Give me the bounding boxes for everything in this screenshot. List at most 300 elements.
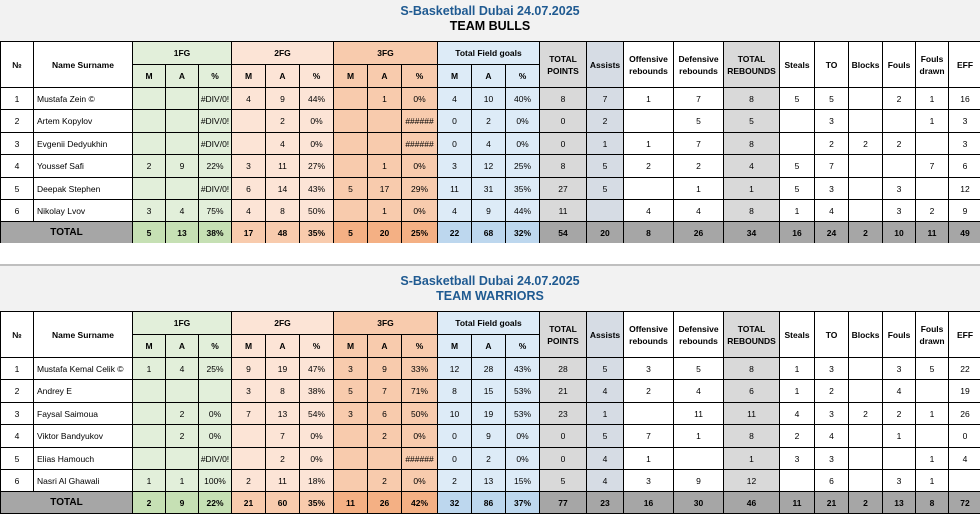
stat-cell: #DIV/0! — [199, 133, 232, 155]
total-cell: 72 — [949, 492, 980, 514]
stat-cell: 1 — [780, 380, 815, 403]
player-name: Nikolay Lvov — [34, 200, 133, 222]
subcol-m-header: M — [334, 335, 368, 358]
total-cell: 26 — [674, 222, 724, 244]
stat-cell: 0% — [506, 133, 540, 155]
col-to-header: TO — [815, 312, 849, 358]
team-name: TEAM WARRIORS — [0, 289, 980, 304]
stat-cell: 2 — [624, 155, 674, 178]
stat-cell — [232, 133, 266, 155]
stat-cell: 2 — [815, 380, 849, 403]
stat-cell: 5 — [587, 178, 624, 200]
player-number: 5 — [1, 448, 34, 470]
total-cell: 21 — [232, 492, 266, 514]
stat-cell — [133, 448, 166, 470]
stat-cell: 53% — [506, 380, 540, 403]
stat-cell: 7 — [815, 155, 849, 178]
player-row — [1, 88, 980, 110]
subcol-a-header: A — [166, 335, 199, 358]
player-row — [1, 358, 980, 380]
stat-cell — [849, 88, 883, 110]
stat-cell: 0% — [506, 110, 540, 133]
player-number: 6 — [1, 470, 34, 492]
stat-cell: 0% — [402, 470, 438, 492]
stat-cell: 12 — [438, 358, 472, 380]
stat-cell: 22 — [949, 358, 980, 380]
stat-cell: 14 — [266, 178, 300, 200]
col-fouls-drawn-header: Fouls drawn — [916, 42, 949, 88]
player-name: Andrey E — [34, 380, 133, 403]
stat-cell: 4 — [266, 133, 300, 155]
stat-cell — [334, 155, 368, 178]
stat-cell: 2 — [266, 110, 300, 133]
total-cell: 5 — [334, 222, 368, 244]
stat-cell: 1 — [624, 133, 674, 155]
stat-cell: 3 — [334, 358, 368, 380]
subcol-a-header: A — [266, 335, 300, 358]
stat-cell: 4 — [624, 200, 674, 222]
stat-cell: 9 — [166, 155, 199, 178]
stat-cell: 3 — [815, 403, 849, 425]
total-cell: 13 — [166, 222, 199, 244]
stat-cell: 1 — [916, 470, 949, 492]
stat-cell — [849, 425, 883, 448]
stat-cell: 5 — [815, 88, 849, 110]
player-number: 4 — [1, 425, 34, 448]
col-tfg-header: Total Field goals — [438, 42, 540, 65]
stat-cell: 43% — [300, 178, 334, 200]
stat-cell — [849, 178, 883, 200]
stat-cell: 3 — [232, 155, 266, 178]
stat-cell: 8 — [724, 358, 780, 380]
total-cell: 22% — [199, 492, 232, 514]
stat-cell: 54% — [300, 403, 334, 425]
player-name: Elias Hamouch — [34, 448, 133, 470]
stat-cell: 3 — [334, 403, 368, 425]
player-number: 5 — [1, 178, 34, 200]
stat-cell: 0% — [300, 448, 334, 470]
stat-cell: 4 — [674, 200, 724, 222]
subcol-pct-header: % — [506, 335, 540, 358]
stat-cell: 0 — [540, 448, 587, 470]
stat-cell — [368, 448, 402, 470]
col-off-reb-header: Offensive rebounds — [624, 42, 674, 88]
stat-cell: 1 — [724, 178, 780, 200]
col-num-header: № — [1, 42, 34, 88]
player-name: Faysal Saimoua — [34, 403, 133, 425]
player-name: Evgenii Dedyukhin — [34, 133, 133, 155]
stat-cell: 1 — [166, 470, 199, 492]
stat-cell: 2 — [883, 133, 916, 155]
stat-cell: 9 — [232, 358, 266, 380]
stat-cell: 2 — [472, 110, 506, 133]
stat-cell: 44% — [506, 200, 540, 222]
stat-cell: 3 — [883, 178, 916, 200]
player-row — [1, 110, 980, 133]
player-name: Artem Kopylov — [34, 110, 133, 133]
stat-cell — [624, 403, 674, 425]
subcol-a-header: A — [472, 335, 506, 358]
stat-cell — [849, 200, 883, 222]
stat-cell: 7 — [674, 88, 724, 110]
stat-cell: 7 — [368, 380, 402, 403]
stat-cell — [916, 178, 949, 200]
stat-cell: 0 — [540, 133, 587, 155]
stat-cell: 0% — [300, 425, 334, 448]
stat-cell: 0% — [506, 425, 540, 448]
stat-cell: 3 — [815, 110, 849, 133]
col-eff-header: EFF — [949, 312, 980, 358]
stat-cell: 4 — [232, 200, 266, 222]
stat-cell — [232, 110, 266, 133]
total-cell: 20 — [368, 222, 402, 244]
stat-cell: 3 — [883, 358, 916, 380]
stat-cell: 33% — [402, 358, 438, 380]
stat-cell: 8 — [438, 380, 472, 403]
stat-cell: 2 — [883, 403, 916, 425]
total-cell: 24 — [815, 222, 849, 244]
total-cell: 2 — [849, 492, 883, 514]
stat-cell: 9 — [949, 200, 980, 222]
subcol-pct-header: % — [300, 65, 334, 88]
stat-cell: 6 — [724, 380, 780, 403]
stat-cell: 0 — [438, 110, 472, 133]
stat-cell: 2 — [266, 448, 300, 470]
total-cell: 25% — [402, 222, 438, 244]
total-cell: 23 — [587, 492, 624, 514]
stat-cell — [780, 110, 815, 133]
col-num-header: № — [1, 312, 34, 358]
spacer — [0, 243, 980, 265]
stat-cell: ###### — [402, 133, 438, 155]
stat-cell: 2 — [166, 425, 199, 448]
stat-cell: 1 — [780, 200, 815, 222]
stat-cell: 4 — [724, 155, 780, 178]
stat-cell: 5 — [780, 178, 815, 200]
stat-cell: 2 — [438, 470, 472, 492]
subcol-a-header: A — [368, 65, 402, 88]
player-row — [1, 425, 980, 448]
stat-cell: 75% — [199, 200, 232, 222]
stat-cell: 2 — [232, 470, 266, 492]
stat-cell: 1 — [368, 88, 402, 110]
stat-cell: 5 — [916, 358, 949, 380]
stat-cell — [133, 425, 166, 448]
team-header — [0, 0, 980, 41]
col-fg3-header: 3FG — [334, 312, 438, 335]
stat-cell: 1 — [916, 88, 949, 110]
total-cell: 2 — [849, 222, 883, 244]
stat-cell: 11 — [266, 470, 300, 492]
header-row — [1, 312, 980, 335]
stat-cell: 5 — [334, 380, 368, 403]
col-blocks-header: Blocks — [849, 42, 883, 88]
stat-cell: 6 — [949, 155, 980, 178]
subcol-a-header: A — [166, 65, 199, 88]
stat-cell: #DIV/0! — [199, 448, 232, 470]
stat-cell: 1 — [624, 448, 674, 470]
game-title: S-Basketball Dubai 24.07.2025 — [0, 266, 980, 289]
col-def-reb-header: Defensive rebounds — [674, 312, 724, 358]
total-cell: 38% — [199, 222, 232, 244]
player-name: Deepak Stephen — [34, 178, 133, 200]
col-fg3-header: 3FG — [334, 42, 438, 65]
stat-cell: 3 — [815, 358, 849, 380]
stat-cell — [232, 425, 266, 448]
col-assists-header: Assists — [587, 42, 624, 88]
stat-cell: 4 — [438, 88, 472, 110]
stat-cell: 2 — [674, 155, 724, 178]
stat-cell — [674, 448, 724, 470]
player-row — [1, 403, 980, 425]
stat-cell — [780, 470, 815, 492]
stat-cell: 1 — [587, 403, 624, 425]
total-cell: 37% — [506, 492, 540, 514]
stat-cell: 5 — [780, 88, 815, 110]
stat-cell: 26 — [949, 403, 980, 425]
total-cell: 34 — [724, 222, 780, 244]
stat-cell: 3 — [438, 155, 472, 178]
col-total-reb-header: TOTAL REBOUNDS — [724, 312, 780, 358]
total-cell: 2 — [133, 492, 166, 514]
subcol-pct-header: % — [402, 335, 438, 358]
stat-cell — [368, 110, 402, 133]
stat-cell: 19 — [949, 380, 980, 403]
stat-cell: 1 — [368, 200, 402, 222]
stat-cell: 12 — [724, 470, 780, 492]
total-cell: 9 — [166, 492, 199, 514]
stat-cell — [849, 380, 883, 403]
stat-cell — [849, 448, 883, 470]
subcol-a-header: A — [472, 65, 506, 88]
col-steals-header: Steals — [780, 312, 815, 358]
stat-cell: 0 — [438, 425, 472, 448]
stat-cell: 5 — [674, 358, 724, 380]
stat-cell: 0% — [300, 110, 334, 133]
stat-cell: 27% — [300, 155, 334, 178]
stat-cell: 8 — [540, 155, 587, 178]
player-row — [1, 380, 980, 403]
col-fg2-header: 2FG — [232, 42, 334, 65]
player-number: 1 — [1, 358, 34, 380]
stat-cell: 7 — [266, 425, 300, 448]
total-cell: 32 — [438, 492, 472, 514]
stat-cell: 15% — [506, 470, 540, 492]
stat-cell: 3 — [780, 448, 815, 470]
team-warriors-stats-table — [0, 311, 980, 514]
total-row — [1, 492, 980, 514]
stat-cell: 0 — [540, 425, 587, 448]
stat-cell: 4 — [166, 200, 199, 222]
stat-cell: 28 — [472, 358, 506, 380]
team-header — [0, 266, 980, 311]
stat-cell: 7 — [624, 425, 674, 448]
total-cell: 32% — [506, 222, 540, 244]
stat-cell: 9 — [472, 200, 506, 222]
col-total-points-header: TOTAL POINTS — [540, 42, 587, 88]
stat-cell: 12 — [949, 178, 980, 200]
col-steals-header: Steals — [780, 42, 815, 88]
stat-cell: 3 — [883, 200, 916, 222]
stat-cell: 25% — [199, 358, 232, 380]
player-number: 3 — [1, 133, 34, 155]
total-cell: 20 — [587, 222, 624, 244]
stat-cell: 27 — [540, 178, 587, 200]
stat-cell: 17 — [368, 178, 402, 200]
header-row — [1, 42, 980, 65]
stat-cell: 3 — [815, 448, 849, 470]
stat-cell — [849, 155, 883, 178]
stat-cell — [849, 110, 883, 133]
total-cell: 10 — [883, 222, 916, 244]
subcol-pct-header: % — [300, 335, 334, 358]
col-fouls-header: Fouls — [883, 42, 916, 88]
stat-cell: 3 — [133, 200, 166, 222]
col-fouls-drawn-header: Fouls drawn — [916, 312, 949, 358]
col-assists-header: Assists — [587, 312, 624, 358]
stat-cell: 50% — [402, 403, 438, 425]
total-cell: 48 — [266, 222, 300, 244]
stat-cell: #DIV/0! — [199, 178, 232, 200]
total-cell: 11 — [916, 222, 949, 244]
stat-cell: 2 — [916, 200, 949, 222]
stat-cell — [883, 110, 916, 133]
subcol-a-header: A — [368, 335, 402, 358]
stat-cell — [849, 358, 883, 380]
subcol-pct-header: % — [402, 65, 438, 88]
total-cell: 21 — [815, 492, 849, 514]
stat-cell: 2 — [624, 380, 674, 403]
stat-cell: 6 — [368, 403, 402, 425]
stat-cell: 3 — [949, 110, 980, 133]
stat-cell: 23 — [540, 403, 587, 425]
player-number: 3 — [1, 403, 34, 425]
subcol-a-header: A — [266, 65, 300, 88]
stat-cell: 29% — [402, 178, 438, 200]
total-cell: 77 — [540, 492, 587, 514]
stat-cell: 4 — [815, 200, 849, 222]
stat-cell — [849, 470, 883, 492]
stat-cell: 0% — [300, 133, 334, 155]
col-total-reb-header: TOTAL REBOUNDS — [724, 42, 780, 88]
total-label: TOTAL — [1, 222, 133, 244]
stat-cell: 1 — [674, 178, 724, 200]
stat-cell: 0% — [506, 448, 540, 470]
col-fouls-header: Fouls — [883, 312, 916, 358]
stat-cell — [133, 88, 166, 110]
stat-cell: #DIV/0! — [199, 110, 232, 133]
stat-cell: 19 — [472, 403, 506, 425]
stat-cell: 18% — [300, 470, 334, 492]
stat-cell: 3 — [232, 380, 266, 403]
total-cell: 26 — [368, 492, 402, 514]
stat-cell: 11 — [266, 155, 300, 178]
player-row — [1, 178, 980, 200]
stat-cell: 15 — [472, 380, 506, 403]
stat-cell — [166, 88, 199, 110]
stat-cell: 1 — [724, 448, 780, 470]
stat-cell: 8 — [724, 200, 780, 222]
player-row — [1, 200, 980, 222]
player-row — [1, 448, 980, 470]
stat-cell: 1 — [916, 110, 949, 133]
total-cell: 68 — [472, 222, 506, 244]
stat-cell: 16 — [949, 88, 980, 110]
stat-cell: 0% — [199, 403, 232, 425]
stat-cell: 0% — [402, 155, 438, 178]
stat-cell: 7 — [232, 403, 266, 425]
stat-cell: 0% — [199, 425, 232, 448]
col-off-reb-header: Offensive rebounds — [624, 312, 674, 358]
stat-cell: 0% — [402, 425, 438, 448]
stat-cell — [624, 178, 674, 200]
stat-cell: 7 — [674, 133, 724, 155]
total-cell: 11 — [780, 492, 815, 514]
stat-cell: 47% — [300, 358, 334, 380]
stat-cell: 1 — [133, 358, 166, 380]
stat-cell — [133, 110, 166, 133]
stat-cell: 3 — [949, 133, 980, 155]
stat-cell: 9 — [472, 425, 506, 448]
stat-cell: 0 — [540, 110, 587, 133]
stat-cell: 38% — [300, 380, 334, 403]
subcol-m-header: M — [334, 65, 368, 88]
stat-cell: 9 — [266, 88, 300, 110]
team-name: TEAM BULLS — [0, 19, 980, 34]
stat-cell: 2 — [166, 403, 199, 425]
total-cell: 86 — [472, 492, 506, 514]
stat-cell: 8 — [266, 380, 300, 403]
stat-cell: 4 — [815, 425, 849, 448]
player-row — [1, 470, 980, 492]
stat-cell: 8 — [266, 200, 300, 222]
stat-cell — [166, 380, 199, 403]
stat-cell: 0% — [402, 200, 438, 222]
col-fg2-header: 2FG — [232, 312, 334, 335]
stat-cell — [334, 133, 368, 155]
subcol-pct-header: % — [199, 335, 232, 358]
stat-cell — [624, 110, 674, 133]
game-title: S-Basketball Dubai 24.07.2025 — [0, 0, 980, 19]
stat-cell: 28 — [540, 358, 587, 380]
stat-cell: 4 — [587, 470, 624, 492]
col-to-header: TO — [815, 42, 849, 88]
stat-cell — [780, 133, 815, 155]
stat-cell: 4 — [587, 448, 624, 470]
total-cell: 54 — [540, 222, 587, 244]
stat-cell: 40% — [506, 88, 540, 110]
stat-cell — [883, 448, 916, 470]
stat-cell: 13 — [472, 470, 506, 492]
stat-cell: 8 — [724, 133, 780, 155]
stat-cell: 31 — [472, 178, 506, 200]
stat-cell: 1 — [916, 448, 949, 470]
stat-cell: 4 — [949, 448, 980, 470]
stat-cell: 2 — [780, 425, 815, 448]
stat-cell: 4 — [674, 380, 724, 403]
stat-cell: 44% — [300, 88, 334, 110]
player-name: Nasri Al Ghawali — [34, 470, 133, 492]
stat-cell: 71% — [402, 380, 438, 403]
player-number: 2 — [1, 110, 34, 133]
stat-cell: 3 — [883, 470, 916, 492]
stat-cell: 5 — [780, 155, 815, 178]
stat-cell: 50% — [300, 200, 334, 222]
stat-cell: 3 — [624, 470, 674, 492]
stat-cell: 1 — [674, 425, 724, 448]
total-cell: 16 — [624, 492, 674, 514]
stat-cell: 8 — [540, 88, 587, 110]
